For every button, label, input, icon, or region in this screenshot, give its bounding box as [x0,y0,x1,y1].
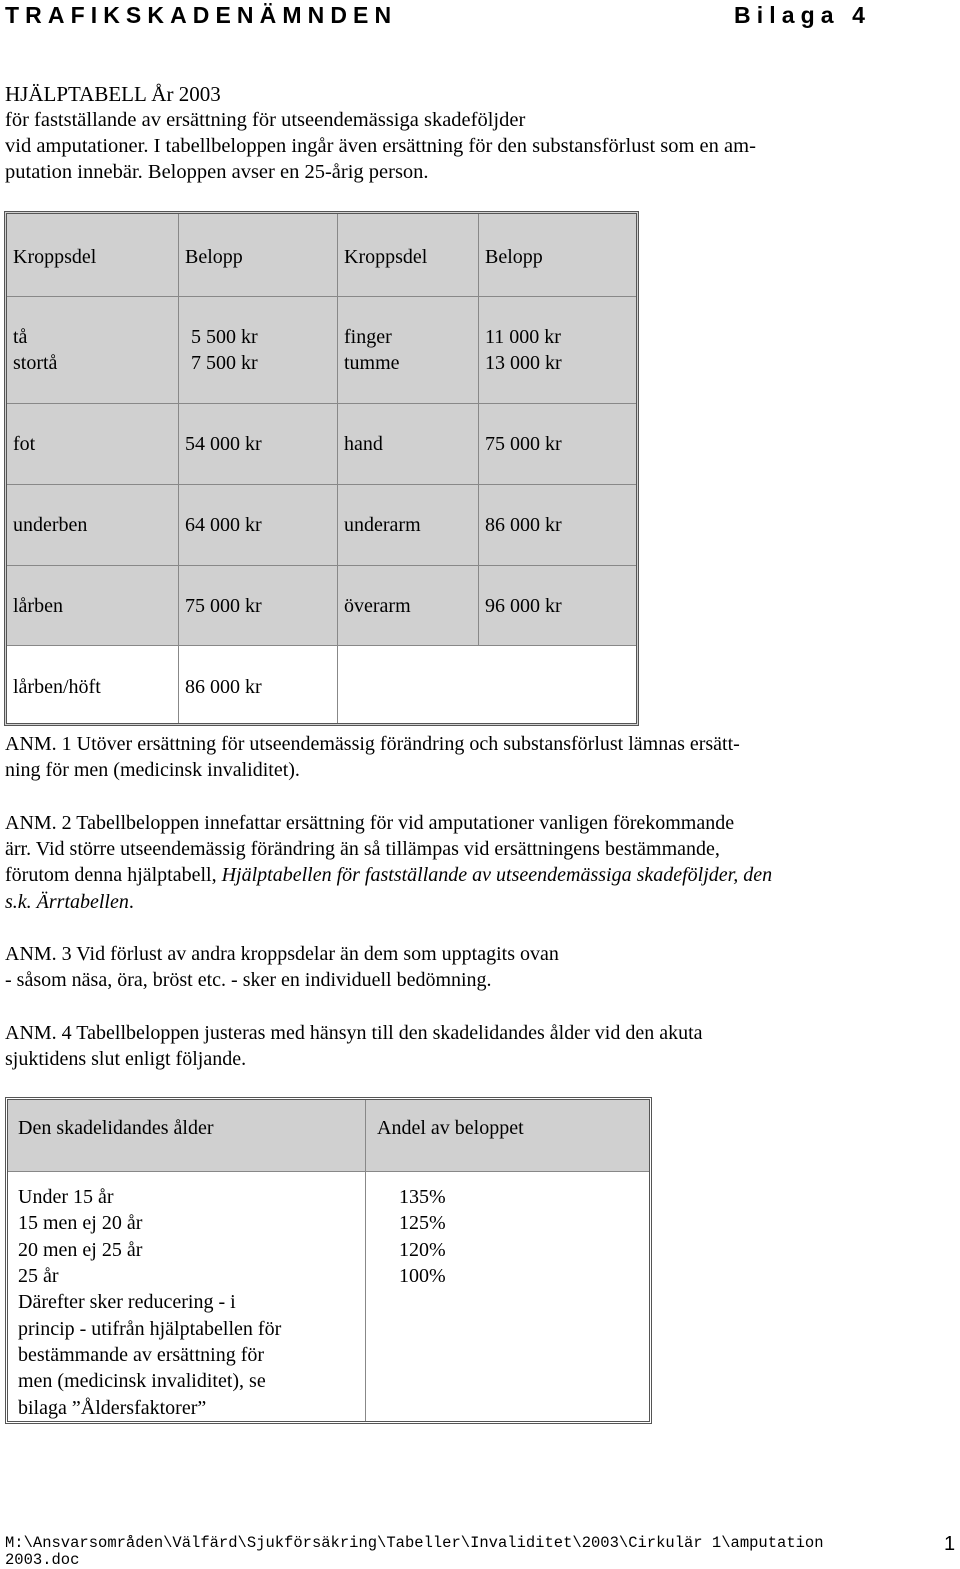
amount: 86 000 kr [485,514,562,536]
body-part: tumme [344,352,400,374]
note-anm3 [5,941,905,993]
age-factor-table [5,1097,652,1424]
note-line: ANM. 1 Utöver ersättning för utseendemässig förändring och substansförlust lämnas ersätt- [5,733,740,755]
header-belopp: Belopp [185,246,243,268]
age-row: 15 men ej 20 år [18,1212,143,1234]
body-part: fot [13,433,36,455]
column-divider [365,1100,366,1421]
note-anm1 [5,731,905,783]
page-number: 1 [944,1533,956,1555]
note-line [5,889,905,915]
amount: 75 000 kr [185,595,262,617]
body-part: underben [13,514,88,536]
amount: 54 000 kr [185,433,262,455]
note-line: - såsom näsa, öra, bröst etc. - sker en individuell bedömning. [5,969,492,992]
age-row: men (medicinsk invaliditet), se [18,1370,266,1392]
header-belopp: Belopp [485,246,543,268]
amount: 75 000 kr [485,433,562,455]
note-text: förutom denna hjälptabell, [5,864,222,887]
age-row: Därefter sker reducering - i [18,1291,236,1313]
footer-path-line: M:\Ansvarsområden\Välfärd\Sjukförsäkring\Tabeller\Invaliditet\2003\Cirkulär 1\amputation [5,1534,824,1552]
amputation-table [4,211,639,726]
body-part: överarm [344,595,411,617]
share-value: 120% [399,1239,446,1261]
age-row: bilaga ”Åldersfaktorer” [18,1397,207,1419]
footer-path-line: 2003.doc [5,1551,80,1569]
note-anm2 [5,810,905,915]
amount: 64 000 kr [185,514,262,536]
intro-line: vid amputationer. I tabellbeloppen ingår även ersättning för den substansförlust som en am- [5,135,756,157]
body-part: lårben/höft [13,676,101,698]
body-part: underarm [344,514,421,536]
note-line: sjuktidens slut enligt följande. [5,1048,247,1071]
note-line [5,862,905,888]
note-text: . [128,890,134,913]
note-line: ANM. 2 Tabellbeloppen innefattar ersättning för vid amputationer vanligen förekommande [5,812,735,834]
age-row: princip - utifrån hjälptabellen för [18,1318,282,1340]
age-row: Under 15 år [18,1186,114,1208]
header-share: Andel av beloppet [377,1117,524,1139]
amount: 5 500 kr [191,326,258,348]
amount: 7 500 kr [191,352,258,374]
note-anm4 [5,1020,905,1072]
age-row: 20 men ej 25 år [18,1239,143,1261]
note-italic-reference: Hjälptabellen för fastställande av utseendemässiga skadeföljder, den [221,864,773,887]
body-part: tå [13,326,28,348]
share-value: 100% [399,1265,446,1287]
note-line: ning för men (medicinsk invaliditet). [5,759,300,782]
intro-title: HJÄLPTABELL År 2003 [5,82,221,106]
note-line: ANM. 4 Tabellbeloppen justeras med hänsyn till den skadelidandes ålder vid den akuta [5,1022,703,1044]
table-cell [338,646,636,723]
age-row: 25 år [18,1265,59,1287]
intro-section [5,81,905,185]
share-value: 125% [399,1212,446,1234]
intro-line: för fastställande av ersättning för utseendemässiga skadeföljder [5,109,526,131]
age-row: bestämmande av ersättning för [18,1344,265,1366]
header-kroppsdel: Kroppsdel [344,246,428,268]
share-value: 135% [399,1186,446,1208]
amount: 11 000 kr [485,326,561,348]
header-age: Den skadelidandes ålder [18,1117,214,1139]
footer-file-path [5,1535,875,1569]
body-part: lårben [13,595,63,617]
header-appendix-label: Bilaga 4 [734,2,872,28]
header-kroppsdel: Kroppsdel [13,246,97,268]
note-line: ANM. 3 Vid förlust av andra kroppsdelar än dem som upptagits ovan [5,943,559,965]
body-part: finger [344,326,392,348]
intro-line: putation innebär. Beloppen avser en 25-årig person. [5,161,429,183]
note-italic-reference: s.k. Ärrtabellen [5,890,129,913]
amount: 86 000 kr [185,676,262,698]
note-line: ärr. Vid större utseendemässig förändring än så tillämpas vid ersättningens bestämmande, [5,838,720,861]
header-org-name: TRAFIKSKADENÄMNDEN [5,2,398,28]
body-part: hand [344,433,383,455]
amount: 13 000 kr [485,352,562,374]
amount: 96 000 kr [485,595,562,617]
body-part: stortå [13,352,58,374]
